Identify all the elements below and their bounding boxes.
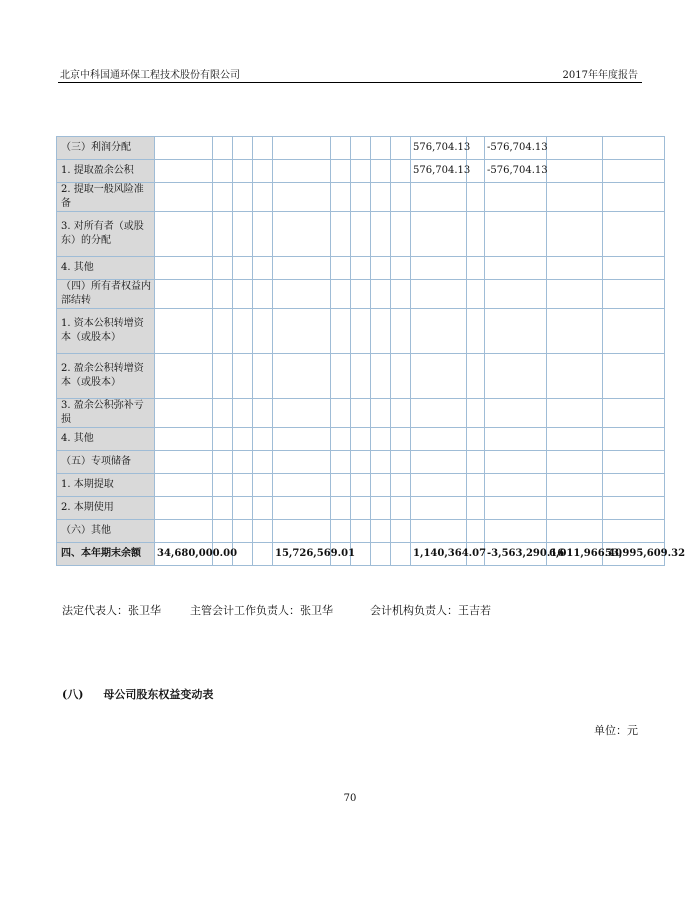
table-cell [351,399,371,428]
table-cell [411,183,467,212]
table-cell [233,309,253,354]
table-cell [467,399,485,428]
table-cell [603,497,665,520]
row-label: 1. 提取盈余公积 [57,160,155,183]
table-cell [391,399,411,428]
table-cell: -576,704.13 [485,137,547,160]
table-cell [233,497,253,520]
row-label: 4. 其他 [57,428,155,451]
table-cell [547,183,603,212]
section-title: 母公司股东权益变动表 [103,688,214,701]
table-cell [155,183,213,212]
table-row [57,280,665,309]
table-cell [371,309,391,354]
table-cell [233,474,253,497]
table-cell [411,497,467,520]
table-cell [603,474,665,497]
table-cell [547,520,603,543]
table-cell [273,160,331,183]
row-label: （六）其他 [57,520,155,543]
table-cell [391,474,411,497]
table-cell [411,212,467,257]
table-cell: -576,704.13 [485,160,547,183]
table-cell [213,354,233,399]
table-cell [253,474,273,497]
table-row [57,183,665,212]
table-cell [273,280,331,309]
table-cell [351,212,371,257]
table-cell [213,428,233,451]
table-row [57,428,665,451]
table-cell [155,212,213,257]
table-cell [603,137,665,160]
table-cell [331,137,351,160]
table-cell [331,354,351,399]
table-cell [603,399,665,428]
table-cell: 1,140,364.07 [411,543,467,566]
table-cell [371,543,391,566]
table-cell [351,183,371,212]
table-cell [253,257,273,280]
table-cell [485,212,547,257]
table-cell [411,428,467,451]
table-cell [253,160,273,183]
table-cell [273,309,331,354]
table-cell [467,428,485,451]
table-cell [371,137,391,160]
section-number: (八) [62,688,84,701]
table-cell [253,543,273,566]
table-cell [351,257,371,280]
table-cell [155,497,213,520]
table-cell [411,474,467,497]
table-cell [351,354,371,399]
table-cell [233,160,253,183]
table-cell [331,160,351,183]
table-row [57,160,665,183]
table-cell [371,451,391,474]
table-cell [371,212,391,257]
table-cell [547,280,603,309]
row-label: （五）专项储备 [57,451,155,474]
table-cell [603,451,665,474]
table-cell [351,280,371,309]
table-cell [467,183,485,212]
table-row [57,399,665,428]
table-cell [391,309,411,354]
table-cell [351,451,371,474]
table-cell [233,428,253,451]
table-cell [351,160,371,183]
table-cell [547,497,603,520]
table-cell [253,280,273,309]
table-cell [233,354,253,399]
table-cell [603,160,665,183]
table-cell [155,280,213,309]
table-cell [213,183,233,212]
row-label: （三）利润分配 [57,137,155,160]
table-cell: 6,011,966.40 [547,543,603,566]
table-cell [155,399,213,428]
table-cell [371,399,391,428]
table-row [57,497,665,520]
table-cell [331,309,351,354]
table-cell [411,280,467,309]
table-cell [273,212,331,257]
table-cell [371,474,391,497]
table-cell [155,520,213,543]
table-row [57,474,665,497]
table-cell [233,451,253,474]
table-cell [391,354,411,399]
table-cell [547,354,603,399]
table-cell [603,257,665,280]
table-cell [351,520,371,543]
table-cell: 15,726,569.01 [273,543,331,566]
table-cell [547,212,603,257]
table-cell [391,428,411,451]
table-cell [331,257,351,280]
table-cell [547,428,603,451]
table-cell [485,451,547,474]
table-cell [331,280,351,309]
table-cell [411,257,467,280]
row-label: 3. 盈余公积弥补亏损 [57,399,155,428]
table-cell [485,257,547,280]
table-cell [411,354,467,399]
table-cell [371,257,391,280]
table-cell [273,497,331,520]
table-cell [467,257,485,280]
table-cell [213,474,233,497]
table-cell [391,451,411,474]
table-cell [547,309,603,354]
table-cell [253,183,273,212]
table-cell [253,451,273,474]
table-cell [331,428,351,451]
table-cell [391,520,411,543]
table-row [57,212,665,257]
table-cell [603,309,665,354]
table-cell [485,428,547,451]
table-cell [253,137,273,160]
table-cell [391,183,411,212]
table-cell [351,428,371,451]
table-cell [331,399,351,428]
table-cell [233,520,253,543]
table-cell [467,280,485,309]
row-label: 2. 盈余公积转增资本（或股本） [57,354,155,399]
table-cell [603,183,665,212]
table-cell [273,428,331,451]
table-cell [371,520,391,543]
table-row [57,520,665,543]
table-cell [467,451,485,474]
table-cell [155,160,213,183]
table-cell [331,183,351,212]
table-cell [391,212,411,257]
table-cell: 34,680,000.00 [155,543,213,566]
table-row [57,354,665,399]
table-cell [391,257,411,280]
table-cell [273,399,331,428]
row-label: 1. 本期提取 [57,474,155,497]
table-cell [391,497,411,520]
table-cell [253,399,273,428]
table-cell [411,399,467,428]
table-cell [547,257,603,280]
accounting-head: 主管会计工作负责人：张卫华 [190,604,333,617]
table-cell [485,354,547,399]
table-cell [273,520,331,543]
table-cell [603,212,665,257]
table-cell [233,212,253,257]
header-divider [58,82,642,83]
table-cell: 576,704.13 [411,160,467,183]
table-cell [371,428,391,451]
table-cell [603,520,665,543]
table-cell [467,497,485,520]
table-cell [485,474,547,497]
legal-representative: 法定代表人：张卫华 [62,604,161,617]
table-cell [213,497,233,520]
table-cell [603,354,665,399]
table-cell [273,451,331,474]
table-cell [213,520,233,543]
table-cell [485,280,547,309]
page-number: 70 [343,793,357,804]
table-cell [331,497,351,520]
table-cell [391,543,411,566]
table-cell [233,257,253,280]
table-cell [253,428,273,451]
table-cell [351,309,371,354]
table-cell [155,309,213,354]
table-cell [485,497,547,520]
table-cell: -3,563,290.16 [485,543,547,566]
table-cell [155,137,213,160]
table-row [57,309,665,354]
table-cell [213,257,233,280]
table-cell [155,451,213,474]
table-cell [273,183,331,212]
section-heading [62,686,213,702]
table-cell [547,474,603,497]
header-company: 北京中科国通环保工程技术股份有限公司 [60,70,240,81]
table-cell [155,428,213,451]
table-cell [371,354,391,399]
table-cell [371,183,391,212]
row-label: 2. 本期使用 [57,497,155,520]
table-cell [467,520,485,543]
table-cell [233,399,253,428]
table-cell [485,309,547,354]
table-cell [485,520,547,543]
table-cell [213,137,233,160]
table-cell [233,280,253,309]
row-label: 四、本年期末余额 [57,543,155,566]
table-cell [253,520,273,543]
table-cell [411,309,467,354]
table-cell [391,280,411,309]
accounting-org-head: 会计机构负责人：王吉若 [370,604,491,617]
table-cell: 576,704.13 [411,137,467,160]
table-cell [391,137,411,160]
table-cell [485,183,547,212]
table-cell [467,354,485,399]
table-cell [273,474,331,497]
table-cell [411,520,467,543]
table-cell [253,309,273,354]
table-cell [371,497,391,520]
row-label: 2. 提取一般风险准备 [57,183,155,212]
table-cell [253,354,273,399]
table-cell [273,354,331,399]
table-cell [233,183,253,212]
table-cell [351,497,371,520]
table-cell [603,280,665,309]
table-cell [213,160,233,183]
table-cell [371,280,391,309]
table-cell [155,354,213,399]
table-cell [213,309,233,354]
equity-change-table [56,136,686,566]
row-label: （四）所有者权益内部结转 [57,280,155,309]
table-cell [253,212,273,257]
table-row [57,257,665,280]
row-label: 1. 资本公积转增资本（或股本） [57,309,155,354]
table-cell [547,451,603,474]
table-cell [253,497,273,520]
table-cell [331,451,351,474]
table-cell: 53,995,609.32 [603,543,665,566]
table-cell [467,474,485,497]
table-cell [547,399,603,428]
table-cell [371,160,391,183]
table-cell [213,280,233,309]
table-cell [603,428,665,451]
table-cell [233,137,253,160]
table-cell [213,399,233,428]
table-cell [155,257,213,280]
table-cell [351,474,371,497]
table-cell [213,451,233,474]
unit-label: 单位：元 [594,724,638,737]
table-row [57,543,665,566]
table-cell [213,212,233,257]
table-cell [351,137,371,160]
row-label: 3. 对所有者（或股东）的分配 [57,212,155,257]
table-cell [273,257,331,280]
table-cell [467,212,485,257]
table-cell [391,160,411,183]
table-row [57,451,665,474]
table-cell [411,451,467,474]
row-label: 4. 其他 [57,257,155,280]
table-cell [331,520,351,543]
table-row [57,137,665,160]
table-cell [467,309,485,354]
table-cell [273,137,331,160]
table-cell [331,212,351,257]
table-cell [331,474,351,497]
table-cell [547,137,603,160]
header-report-title: 2017年年度报告 [562,70,638,81]
table-cell [485,399,547,428]
table-cell [547,160,603,183]
table-cell [155,474,213,497]
